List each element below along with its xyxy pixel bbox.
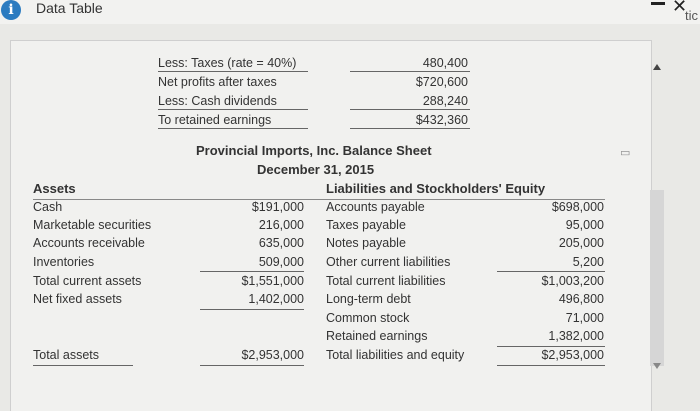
income-label: Less: Cash dividends [158, 94, 277, 108]
income-label: To retained earnings [158, 113, 272, 127]
liability-label: Accounts payable [326, 200, 425, 214]
asset-label: Inventories [33, 255, 95, 269]
liability-value: 1,382,000 [548, 329, 604, 343]
income-value: $720,600 [415, 75, 468, 89]
balance-sheet-date: December 31, 2015 [257, 162, 375, 177]
window-title: Data Table [36, 0, 103, 16]
liability-label: Total current liabilities [326, 274, 446, 288]
divider [200, 309, 304, 310]
scroll-down-arrow-icon[interactable] [653, 363, 661, 369]
divider [350, 128, 470, 129]
asset-value: $191,000 [251, 200, 304, 214]
liability-value: 496,800 [558, 292, 604, 306]
asset-label: Marketable securities [33, 218, 152, 232]
divider [158, 71, 308, 72]
close-button[interactable]: ✕ [672, 0, 688, 16]
liability-label: Retained earnings [326, 329, 428, 343]
asset-label: Cash [33, 200, 63, 214]
divider [497, 365, 605, 366]
income-label: Net profits after taxes [158, 75, 277, 89]
liability-label: Long-term debt [326, 292, 411, 306]
balance-sheet-title: Provincial Imports, Inc. Balance Sheet [196, 143, 432, 158]
liability-value: 205,000 [558, 236, 604, 250]
liability-value: $698,000 [551, 200, 604, 214]
divider [350, 71, 470, 72]
divider [158, 128, 308, 129]
title-bar [0, 0, 700, 24]
liability-label: Notes payable [326, 236, 406, 250]
asset-label: Accounts receivable [33, 236, 145, 250]
assets-header: Assets [33, 181, 76, 196]
liability-label: Taxes payable [326, 218, 406, 232]
asset-value: 216,000 [258, 218, 304, 232]
liability-value: 95,000 [565, 218, 604, 232]
side-tab-label: tic [685, 8, 698, 23]
liability-value: $2,953,000 [541, 348, 604, 362]
income-label: Less: Taxes (rate = 40%) [158, 56, 297, 70]
liabilities-header: Liabilities and Stockholders' Equity [326, 181, 546, 196]
divider [33, 365, 133, 366]
asset-label: Total current assets [33, 274, 142, 288]
copy-icon[interactable]: ▭ [620, 147, 631, 159]
divider [497, 346, 605, 347]
income-value: 288,240 [422, 94, 468, 108]
divider [158, 109, 308, 110]
asset-label: Total assets [33, 348, 100, 362]
divider [350, 109, 470, 110]
asset-label: Net fixed assets [33, 292, 122, 306]
asset-value: 635,000 [258, 236, 304, 250]
liability-label: Other current liabilities [326, 255, 451, 269]
info-icon: i [1, 0, 21, 20]
income-value: $432,360 [415, 113, 468, 127]
liability-label: Common stock [326, 311, 410, 325]
divider [200, 271, 304, 272]
liability-label: Total liabilities and equity [326, 348, 465, 362]
vertical-scrollbar[interactable] [650, 190, 664, 366]
liability-value: 71,000 [565, 311, 604, 325]
scroll-up-arrow-icon[interactable] [653, 64, 661, 70]
liability-value: $1,003,200 [541, 274, 604, 288]
income-value: 480,400 [422, 56, 468, 70]
liability-value: 5,200 [572, 255, 604, 269]
divider [497, 271, 605, 272]
asset-value: $2,953,000 [241, 348, 304, 362]
minimize-button[interactable] [651, 2, 665, 5]
asset-value: 1,402,000 [248, 292, 304, 306]
asset-value: 509,000 [258, 255, 304, 269]
asset-value: $1,551,000 [241, 274, 304, 288]
divider [200, 365, 304, 366]
